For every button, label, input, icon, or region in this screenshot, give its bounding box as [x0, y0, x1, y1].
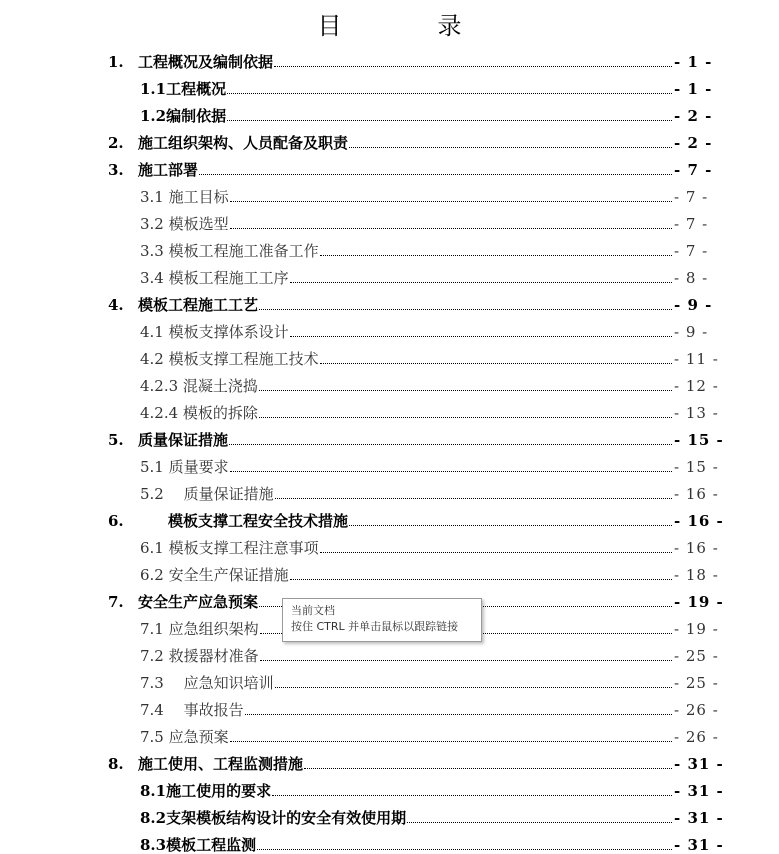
- toc-entry[interactable]: [108, 152, 714, 179]
- toc-entry-page: - 26 -: [674, 700, 719, 719]
- toc-entry-label: 3.4 模板工程施工工序: [140, 268, 289, 287]
- leader-dots: [260, 659, 672, 661]
- toc-entry[interactable]: [140, 638, 719, 665]
- toc-entry[interactable]: [140, 449, 719, 476]
- leader-dots: [275, 686, 672, 688]
- toc-entry[interactable]: [140, 260, 714, 287]
- toc-entry[interactable]: [140, 665, 719, 692]
- leader-dots: [320, 362, 672, 364]
- leader-dots: [349, 146, 672, 148]
- toc-entry-number: 5.: [108, 430, 124, 449]
- toc-entry[interactable]: [140, 827, 724, 854]
- toc-entry-label: 8.2支架模板结构设计的安全有效使用期: [140, 808, 407, 827]
- toc-entry-page: - 1 -: [674, 79, 713, 98]
- toc-entry-label: 7.5 应急预案: [140, 727, 229, 746]
- leader-dots: [290, 335, 672, 337]
- leader-dots: [259, 389, 672, 391]
- toc-entry-label: 5.2 质量保证措施: [140, 484, 274, 503]
- toc-entry-page: - 15 -: [674, 457, 719, 476]
- toc-entry-label: 4.1 模板支撑体系设计: [140, 322, 289, 341]
- toc-entry-page: - 7 -: [674, 187, 709, 206]
- toc-entry-label: 模板工程施工工艺: [138, 295, 259, 314]
- toc-entry-page: - 2 -: [674, 133, 713, 152]
- toc-entry-label: 5.1 质量要求: [140, 457, 229, 476]
- toc-entry[interactable]: [108, 746, 724, 773]
- leader-dots: [257, 848, 672, 850]
- toc-entry-page: - 19 -: [674, 619, 719, 638]
- toc-entry-page: - 31 -: [674, 754, 724, 773]
- toc-entry-number: 2.: [108, 133, 124, 152]
- toc-entry[interactable]: [140, 233, 714, 260]
- leader-dots: [230, 740, 672, 742]
- toc-entry[interactable]: [140, 719, 719, 746]
- leader-dots: [274, 65, 672, 67]
- toc-entry[interactable]: [140, 530, 719, 557]
- toc-entry-page: - 16 -: [674, 511, 724, 530]
- toc-entry-label: 8.1施工使用的要求: [140, 781, 272, 800]
- leader-dots: [227, 92, 672, 94]
- toc-entry-label: 4.2.3 混凝土浇捣: [140, 376, 258, 395]
- toc-entry-label: 7.3 应急知识培训: [140, 673, 274, 692]
- tooltip-line-2: 按住 CTRL 并单击鼠标以跟踪链接: [291, 620, 459, 633]
- toc-entry-number: 1.: [108, 52, 124, 71]
- toc-entry[interactable]: [140, 800, 724, 827]
- hyperlink-tooltip: [282, 598, 482, 642]
- toc-entry-page: - 31 -: [674, 808, 724, 827]
- toc-entry[interactable]: [140, 692, 719, 719]
- toc-entry-number: 6.: [108, 511, 124, 530]
- toc-entry[interactable]: [140, 179, 714, 206]
- toc-entry[interactable]: [140, 206, 714, 233]
- leader-dots: [230, 470, 672, 472]
- toc-title: 目 录: [317, 12, 498, 40]
- leader-dots: [230, 200, 672, 202]
- toc-entry-label: 施工使用、工程监测措施: [138, 754, 304, 773]
- toc-entry-page: - 31 -: [674, 781, 724, 800]
- toc-entry-page: - 18 -: [674, 565, 719, 584]
- toc-entry-page: - 26 -: [674, 727, 719, 746]
- toc-entry[interactable]: [140, 773, 724, 800]
- leader-dots: [290, 578, 672, 580]
- toc-entry-label: 3.1 施工目标: [140, 187, 229, 206]
- toc-entry-page: - 9 -: [674, 322, 709, 341]
- leader-dots: [320, 551, 672, 553]
- tooltip-line-1: 当前文档: [291, 604, 335, 617]
- toc-entry-page: - 13 -: [674, 403, 719, 422]
- toc-entry-label: 3.2 模板选型: [140, 214, 229, 233]
- toc-entry-page: - 1 -: [674, 52, 713, 71]
- toc-entry-page: - 31 -: [674, 835, 724, 854]
- toc-entry[interactable]: [140, 476, 719, 503]
- leader-dots: [349, 524, 672, 526]
- toc-entry-label: 7.2 救援器材准备: [140, 646, 259, 665]
- toc-entry-label: 8.3模板工程监测: [140, 835, 257, 854]
- leader-dots: [259, 416, 672, 418]
- leader-dots: [320, 254, 672, 256]
- leader-dots: [290, 281, 672, 283]
- toc-entry[interactable]: [140, 341, 719, 368]
- leader-dots: [275, 497, 672, 499]
- toc-entry[interactable]: [140, 71, 714, 98]
- toc-entry-page: - 25 -: [674, 646, 719, 665]
- toc-entry-page: - 7 -: [674, 214, 709, 233]
- toc-entry-page: - 19 -: [674, 592, 724, 611]
- toc-entry-label: 7.1 应急组织架构: [140, 619, 259, 638]
- toc-entry[interactable]: [140, 368, 719, 395]
- leader-dots: [245, 713, 672, 715]
- toc-entry[interactable]: [108, 503, 724, 530]
- toc-entry[interactable]: [140, 98, 714, 125]
- leader-dots: [227, 119, 672, 121]
- toc-entry[interactable]: [108, 44, 714, 71]
- toc-entry-number: 8.: [108, 754, 124, 773]
- leader-dots: [272, 794, 672, 796]
- toc-entry-label: 1.1工程概况: [140, 79, 227, 98]
- toc-entry-page: - 16 -: [674, 538, 719, 557]
- toc-entry-page: - 12 -: [674, 376, 719, 395]
- toc-entry-label: 模板支撑工程安全技术措施: [138, 511, 349, 530]
- toc-entry[interactable]: [108, 422, 724, 449]
- toc-entry-label: 7.4 事故报告: [140, 700, 244, 719]
- toc-entry-page: - 25 -: [674, 673, 719, 692]
- toc-entry-number: 3.: [108, 160, 124, 179]
- toc-entry-label: 6.2 安全生产保证措施: [140, 565, 289, 584]
- toc-entry[interactable]: [140, 557, 719, 584]
- toc-entry[interactable]: [108, 287, 714, 314]
- toc-entry-page: - 2 -: [674, 106, 713, 125]
- leader-dots: [304, 767, 672, 769]
- toc-entry-page: - 7 -: [674, 241, 709, 260]
- toc-entry-label: 6.1 模板支撑工程注意事项: [140, 538, 319, 557]
- toc-entry-label: 工程概况及编制依据: [138, 52, 274, 71]
- toc-entry-page: - 15 -: [674, 430, 724, 449]
- toc-entry-label: 施工组织架构、人员配备及职责: [138, 133, 349, 152]
- toc-entry-page: - 9 -: [674, 295, 713, 314]
- leader-dots: [407, 821, 672, 823]
- toc-entry-label: 4.2 模板支撑工程施工技术: [140, 349, 319, 368]
- toc-entry[interactable]: [108, 125, 714, 152]
- toc-entry-label: 安全生产应急预案: [138, 592, 259, 611]
- toc-entry-label: 质量保证措施: [138, 430, 229, 449]
- toc-entry-label: 施工部署: [138, 160, 199, 179]
- toc-entry-page: - 11 -: [674, 349, 719, 368]
- toc-entry[interactable]: [140, 314, 714, 341]
- toc-entry-number: 7.: [108, 592, 124, 611]
- toc-entry[interactable]: [140, 395, 719, 422]
- toc-entry-page: - 7 -: [674, 160, 713, 179]
- leader-dots: [230, 227, 672, 229]
- toc-entry-page: - 16 -: [674, 484, 719, 503]
- toc-entry-label: 4.2.4 模板的拆除: [140, 403, 258, 422]
- toc-entry-label: 3.3 模板工程施工准备工作: [140, 241, 319, 260]
- toc-entry-page: - 8 -: [674, 268, 709, 287]
- toc-entry-label: 1.2编制依据: [140, 106, 227, 125]
- leader-dots: [199, 173, 672, 175]
- toc-entry-number: 4.: [108, 295, 124, 314]
- leader-dots: [229, 443, 672, 445]
- leader-dots: [259, 308, 672, 310]
